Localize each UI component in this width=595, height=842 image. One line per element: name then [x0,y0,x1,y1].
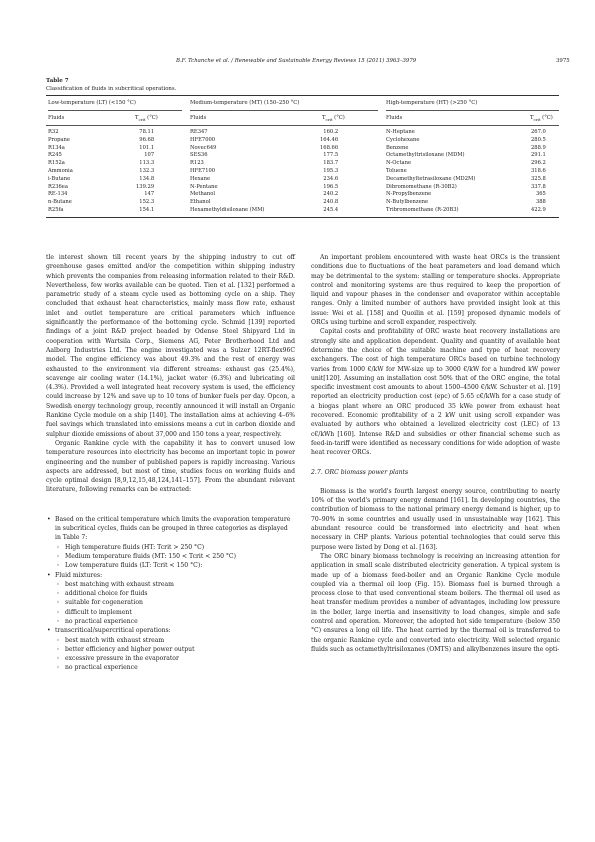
table-cell: 113.3 [139,160,155,167]
col-header-tcrit-ht: $T_{crit}$ (°C) [530,115,553,123]
sub-list-item: ◦ no practical experience [55,663,295,672]
body-paragraph: An important problem encountered with waste heat ORCs is the transient conditions due to fluctuations of the heat parameters and load demand which may be detrimental to the system: stalling or temperature shocks. Appropriate control and monitoring systems are thus required to keep the proportion of liquid and vapour phases in the condenser and evaporator within acceptable ranges. Only a limited number of authors have provided insight look at this issue: Wei et al. [158] and Quoilin et al. [159] proposed dynamic models of ORCs using turbine and scroll expander, respectively. [311,254,560,327]
table-cell: 288.9 [531,144,546,151]
table-cell: 164.46 [320,136,339,143]
sub-list-item: ◦ best matching with exhaust stream [55,580,295,589]
table-cell: Cyclohexane [386,136,420,143]
sub-list [55,543,295,571]
table-cell: RE-134 [48,191,68,198]
sub-list-item: ◦ High temperature fluids (HT: Tcrit > 250 °C) [55,543,295,552]
table-column-ht-fluids [386,129,475,215]
sub-list-item: ◦ Low temperature fluids (LT: Tcrit < 150 °C): [55,561,295,570]
table-cell: R152a [48,160,65,167]
table-cell: i-Butane [48,175,71,182]
table-cell: Benzene [386,144,409,151]
table-cell: 154.1 [139,206,155,213]
table-cell: 177.5 [323,152,339,159]
group-underline-mt [190,110,378,111]
table-caption: Classification of fluids in subcritical operations. [46,86,177,92]
table-cell: Methanol [190,191,216,198]
section-heading: 2.7. ORC biomass power plants [311,468,409,476]
col-header-fluids-ht: Fluids [386,115,403,121]
list-item [46,626,295,672]
table-cell: R25fa [48,206,64,213]
table-cell: 267.0 [531,129,546,135]
group-header-mt: Medium-temperature (MT) (150–250 °C) [190,100,300,106]
table-cell: N-Heptane [386,129,415,135]
table-cell: Decamethyltetrasiloxane (MD2M) [386,175,476,182]
table-cell: 78.11 [139,129,155,135]
page-number: 3975 [556,58,570,64]
table-cell: 152.3 [139,199,155,206]
table-cell: RE347 [190,129,208,135]
table-cell: 132.3 [139,167,155,174]
journal-citation: B.F. Tchanche et al. / Renewable and Sustainable Energy Reviews 15 (2011) 3963–3979 [176,58,417,64]
list-item [46,571,295,627]
table-cell: R32 [48,129,59,135]
table-cell: 325.8 [531,175,546,182]
table-cell: 318.6 [531,167,546,174]
table-cell: 96.68 [139,136,155,143]
group-underline-lt [48,110,182,111]
table-cell: 240.2 [323,191,339,198]
spacer [311,458,560,468]
group-header-ht: High-temperature (HT) (>250 °C) [386,100,478,106]
col-header-fluids-mt: Fluids [190,115,207,121]
list-item-text: transcritical/supercritical operations: [55,627,171,635]
sub-list [55,580,295,626]
table-cell: 134.8 [139,175,155,182]
table-cell: 337.8 [531,183,546,190]
group-header-lt: Low-temperature (LT) (<150 °C) [48,100,136,106]
table-cell: Propane [48,136,70,143]
table-column-lt-tcrit [136,129,154,215]
spacer [46,495,295,515]
table-cell: 139.29 [136,183,155,190]
list-item-text: Fluid mixtures: [55,571,103,579]
table-label: Table 7 [46,78,69,84]
sub-list-item: ◦ best match with exhaust stream [55,636,295,645]
list-item-text: Based on the critical temperature which limits the evaporation temperature in subcritical cycles, fluids can be grouped in three categories as displayed in Table 7: [55,515,291,542]
body-paragraph: Capital costs and profitability of ORC waste heat recovery installations are strongly site and application dependent. Quality and quantity of available heat determine the choice of the suitable machine and type of heat recovery exchangers. The cost of high temperature ORCs based on turbine technology varies from 1000 €/kW for MW-size up to 3000 €/kW for a hundred kW power unit[120]. Assuming an installation cost 50% that of the ORC engine, the total specific investment cost amounts to about 1500–4500 €/kW. Schuster et al. [19] reported an electricity production cost (epc) of 5.65 c€/kWh for a case study of a biogas plant where an ORC produced 35 kWe power from exhaust heat recovered. Economic profitability of a 2 kW unit using scroll expander was evaluated by authors who obtained a levelized electricity cost (LEC) of 13 c€/kWh [160]. Intense R&D and subsidies or other financial scheme such as feed-in-tariff were identified as necessary conditions for wide adoption of waste heat recover ORCs. [311,328,560,457]
spacer [311,477,560,487]
table-column-mt-fluids [190,129,264,215]
table-cell: 240.8 [323,199,339,206]
table-cell: Hexane [190,175,211,182]
table-cell: 245.4 [323,206,339,213]
table-cell: 234.6 [323,175,339,182]
table-cell: R134a [48,144,65,151]
sub-list [55,636,295,673]
table-cell: R245 [48,152,62,159]
table-cell: 196.5 [323,183,339,190]
table-cell: Toluene [386,167,407,174]
sub-list-item: ◦ suitable for cogeneration [55,598,295,607]
body-paragraph: Biomass is the world's fourth largest energy source, contributing to nearly 10% of the world's primary energy demand [161]. In developing countries, the contribution of biomass to the national primary energy demand is higher, up to 70–90% in some countries and usually used in unsustainable way [162]. This abundant resource could be transformed into electricity and heat when necessary in CHP plants. Various potential technologies that could serve this purpose were listed by Dong et al. [163]. [311,487,560,551]
table-cell: Hexamethyldisiloxane (MM) [190,206,265,213]
table-cell: HFE7000 [190,136,216,143]
table-cell: N-Octane [386,160,412,167]
left-text-column [46,253,295,673]
table-cell: N-Butylbenzene [386,199,429,206]
table-cell: Novec649 [190,144,217,151]
table-cell: 280.5 [531,136,546,143]
table-cell: Dibromomethane (R-30B2) [386,183,457,190]
table-cell: R123 [190,160,204,167]
table-cell: 388 [535,199,546,206]
table-cell: Ethanol [190,199,211,206]
table-cell: Octamethyltrisiloxane (MDM) [386,152,465,159]
table-cell: 365 [535,191,546,198]
table-top-rule [46,95,559,96]
sub-list-item: ◦ additional choice for fluids [55,589,295,598]
table-cell: N-Pentane [190,183,218,190]
table-cell: 101.1 [139,144,155,151]
table-cell: 422.9 [531,206,546,213]
table-cell: 107 [144,152,155,159]
col-header-fluids-lt: Fluids [48,115,65,121]
table-cell: 168.66 [320,144,339,151]
sub-list-item: ◦ excessive pressure in the evaporator [55,654,295,663]
table-cell: 195.3 [323,167,339,174]
col-header-tcrit-mt: $T_{crit}$ (°C) [322,115,345,123]
table-column-lt-fluids [48,129,73,215]
table-cell: Tribromomethane (R-20B3) [386,206,459,213]
sub-list-item: ◦ better efficiency and higher power output [55,645,295,654]
table-header-rule [46,125,559,126]
table-cell: 160.2 [323,129,339,135]
body-paragraph: The ORC binary biomass technology is receiving an increasing attention for application in small scale distributed electricity generation. A typical system is made up of a biomass feed-boiler and an Organic Rankine Cycle module coupled via a thermal oil loop (Fig. 15). Biomass fuel is burned through a process close to that used conventional steam boilers. The thermal oil used as heat transfer medium provides a number of advantages, including low pressure in the boiler, large inertia and insensitivity to load changes, simple and safe control and operation. Moreover, the adopted hot side temperature (below 350 °C) ensures a long oil life. The heat carried by the thermal oil is transferred to the organic Rankine cycle and converted into electricity. Well selected organic fluids such as octamethyltrisiloxanes (OMTS) and alkylbenzenes insure the opti- [311,552,560,653]
body-paragraph: Organic Rankine cycle with the capability it has to convert unused low temperature resources into electricity has become an important topic in power engineering and the number of published papers is rapidly increasing. Various aspects are addressed, but most of time, studies focus on working fluids and cycle optimal design [8,9,12,15,48,124,141–157]. From the abundant relevant literature, following remarks can be extracted: [46,439,295,494]
table-cell: HFE7100 [190,167,216,174]
table-bottom-rule [46,217,559,218]
table-column-ht-tcrit [531,129,546,215]
table-cell: 291.1 [531,152,546,159]
table-cell: 296.2 [531,160,546,167]
table-cell: n-Butane [48,199,72,206]
table-cell: 183.7 [323,160,339,167]
table-cell: SES36 [190,152,208,159]
table-cell: N-Propylbenzene [386,191,432,198]
table-cell: Ammonia [48,167,73,174]
col-header-tcrit-lt: $T_{crit}$ (°C) [135,115,158,123]
right-text-column [311,253,560,654]
list-item [46,515,295,571]
table-column-mt-tcrit [320,129,338,215]
body-paragraph: tle interest shown till recent years by the shipping industry to cut off greenhouse gases emitted and/or the competition within shipping industry which prevents the companies from releasing information related to their R&D. Nevertheless, few works available can be quoted. Tien et al. [132] performed a parametric study of a steam cycle used as bottoming cycle on a ship. They concluded that exhaust heat characteristics, mainly mass flow rate, exhaust inlet and outlet temperature are critical parameters which influence significantly the performance of the bottoming cycle. Schmid [139] reported findings of a joint R&D project headed by Odense Steel Shipyard Ltd in cooperation with Wartsila Corp., Siemens AG, Peter Brotherhood Ltd and Aalborg Industries Ltd. The engine investigated was a Sulzer 12RT-flex96C model. The engine efficiency was about 49.3% and the rest of energy was exhausted to the environment via different streams: exhaust gas (25.4%), scavenge air cooling water (14.1%), jacket water (6.3%) and lubricating oil (4.3%). Provided a well integrated heat recovery system is used, the efficiency could increase by 12% and save up to 10 tons of bunker fuels per day. Opcon, a Swedish energy technology group, recently announced it will install an Organic Rankine Cycle module on a ship [140]. The installation aims at achieving 4–6% fuel savings which translated into emissions means a cut in carbon dioxide and sulphur dioxide emissions of about 37,000 and 150 tons a year, respectively. [46,254,295,438]
sub-list-item: ◦ Medium temperature fluids (MT: 150 < Tcrit < 250 °C) [55,552,295,561]
sub-list-item: ◦ difficult to implement [55,608,295,617]
sub-list-item: ◦ no practical experience [55,617,295,626]
remarks-list [46,515,295,673]
table-cell: 147 [144,191,155,198]
group-underline-ht [386,110,559,111]
table-cell: R236ea [48,183,68,190]
